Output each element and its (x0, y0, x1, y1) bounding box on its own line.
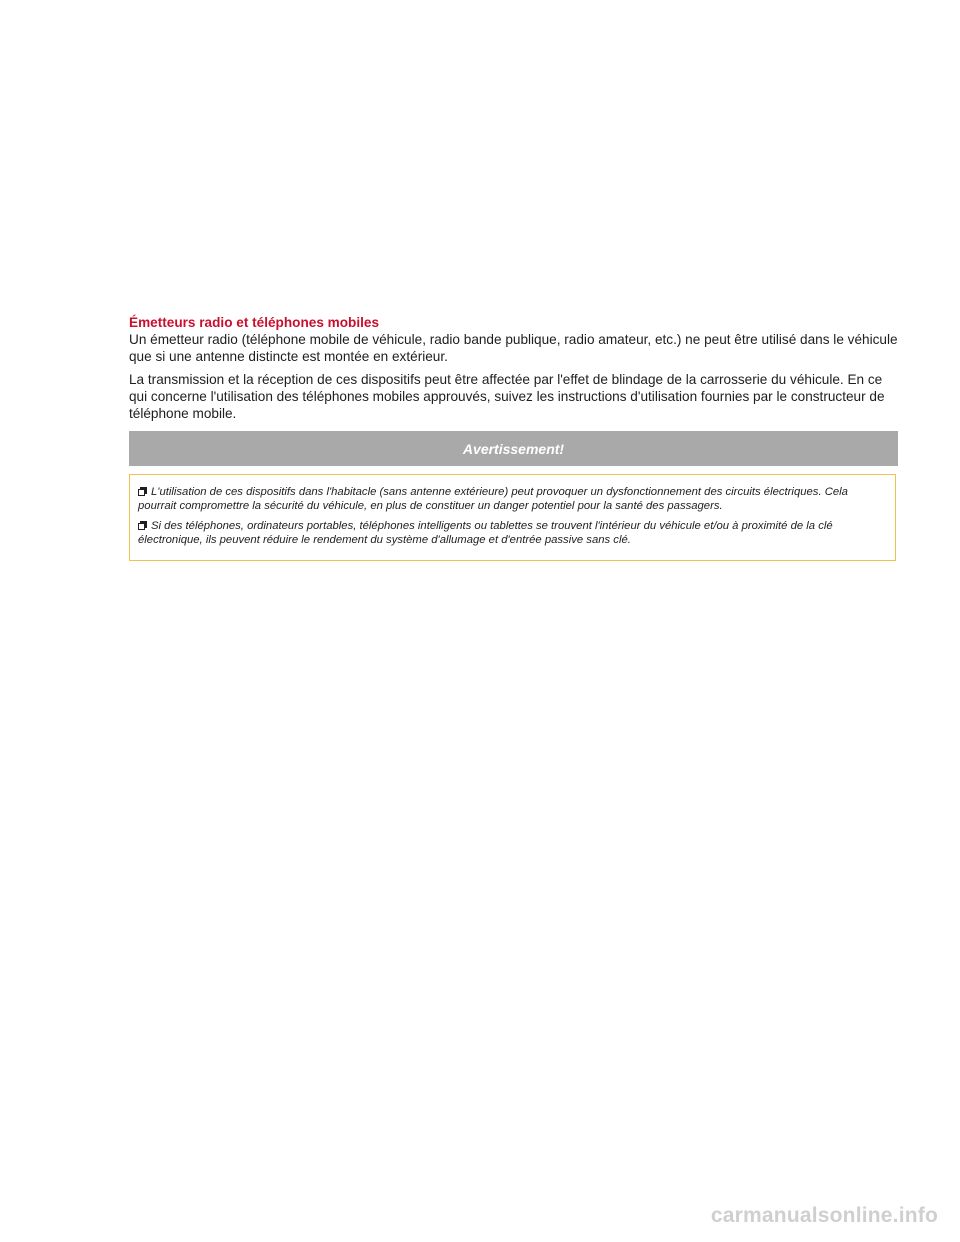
warning-title: Avertissement! (462, 440, 565, 457)
warning-item-text: Si des téléphones, ordinateurs portables, téléphones intelligents ou tablettes se trouvent l'intérieur du véhicule et/ou à proximité de la clé électronique, ils peuvent réduire le rendement du système d'allumage et d'entrée passive sans clé. (138, 520, 833, 546)
main-section (129, 314, 899, 428)
watermark-logo: carmanualsonline.info (710, 1204, 938, 1227)
warning-item (138, 519, 886, 547)
checkbox-bullet-icon (138, 521, 147, 530)
warning-header (129, 431, 898, 466)
paragraph-2: La transmission et la réception de ces dispositifs peut être affectée par l'effet de blindage de la carrosserie du véhicule. En ce qui concerne l'utilisation des téléphones mobiles approuvés, suivez les instructions d'utilisation fournies par le constructeur de téléphone mobile. (129, 372, 885, 421)
warning-item (138, 485, 886, 513)
warning-box (129, 474, 896, 561)
warning-item-text: L'utilisation de ces dispositifs dans l'habitacle (sans antenne extérieure) peut provoquer un dysfonctionnement des circuits électriques. Cela pourrait compromettre la sécurité du véhicule, en plus de constituer un danger potentiel pour la santé des passagers. (138, 486, 848, 512)
paragraph-1: Un émetteur radio (téléphone mobile de véhicule, radio bande publique, radio amateur, etc.) ne peut être utilisé dans le véhicule que si une antenne distincte est montée en extérieur. (129, 332, 898, 364)
checkbox-bullet-icon (138, 487, 147, 496)
section-heading: Émetteurs radio et téléphones mobiles (129, 315, 380, 330)
